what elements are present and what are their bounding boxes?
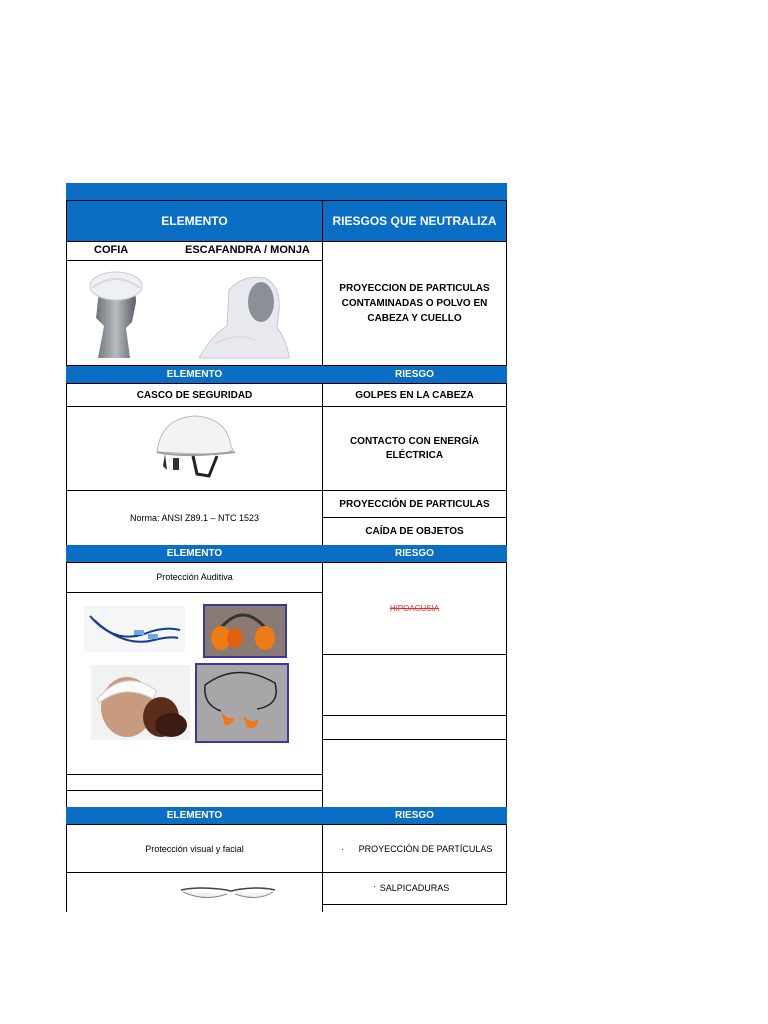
header-riesgo-3: RIESGO: [322, 545, 507, 562]
item-auditiva: Protección Auditiva: [66, 562, 323, 593]
norma-text: Norma: ANSI Z89.1 – NTC 1523: [66, 490, 323, 546]
safety-glasses-image: [179, 882, 279, 912]
glasses-cell: [66, 872, 323, 912]
escafandra-image: [195, 274, 291, 360]
header-riesgos: RIESGOS QUE NEUTRALIZA: [322, 200, 507, 242]
item-escafandra: ESCAFANDRA / MONJA: [185, 244, 310, 256]
casco-cell: [66, 406, 323, 491]
risk-proyeccion: PROYECCIÓN DE PARTICULAS: [322, 490, 507, 518]
risk-proyeccion-text: PROYECCIÓN DE PARTÍCULAS: [358, 843, 493, 854]
auditiva-row-b: [66, 790, 323, 808]
header-riesgo-2: RIESGO: [322, 366, 507, 383]
section1-risk: PROYECCION DE PARTICULAS CONTAMINADAS O POLVO EN CABEZA Y CUELLO: [322, 241, 507, 366]
item-cofia: COFIA: [94, 244, 129, 256]
worker-earmuff-image: [91, 665, 190, 740]
risk-empty-2: [322, 715, 507, 740]
header-elemento: ELEMENTO: [66, 200, 323, 242]
top-banner: [66, 183, 507, 200]
corded-earplugs-image: [195, 663, 289, 743]
risk-golpes: GOLPES EN LA CABEZA: [322, 383, 507, 407]
risk-hipoacusia: HIPOACUSIA: [389, 604, 440, 613]
risk-salpicaduras-text: SALPICADURAS: [379, 883, 450, 893]
risk-hipoacusia-cell: [322, 562, 507, 655]
bullet: ·: [341, 843, 344, 854]
header-riesgo-4: RIESGO: [322, 807, 507, 824]
risk-empty-1: [322, 654, 507, 716]
earplug-cord-image: [84, 606, 185, 652]
risk-caida: CAÍDA DE OBJETOS: [322, 517, 507, 546]
risk-proyeccion-particulas: [322, 824, 507, 873]
auditiva-row-a: [66, 774, 323, 791]
bullet-2: ·: [373, 881, 376, 891]
header-elemento-3: ELEMENTO: [66, 545, 323, 562]
earmuff-image: [203, 604, 287, 658]
item-visual: Protección visual y facial: [66, 824, 323, 873]
header-elemento-4: ELEMENTO: [66, 807, 323, 824]
item-casco: CASCO DE SEGURIDAD: [66, 383, 323, 407]
cofia-image: [78, 266, 146, 362]
risk-empty-3: [322, 739, 507, 808]
risk-salpicaduras: [322, 872, 507, 905]
risk-energia: CONTACTO CON ENERGÍA ELÉCTRICA: [322, 406, 507, 491]
header-elemento-2: ELEMENTO: [66, 366, 323, 383]
helmet-image: [153, 412, 237, 486]
